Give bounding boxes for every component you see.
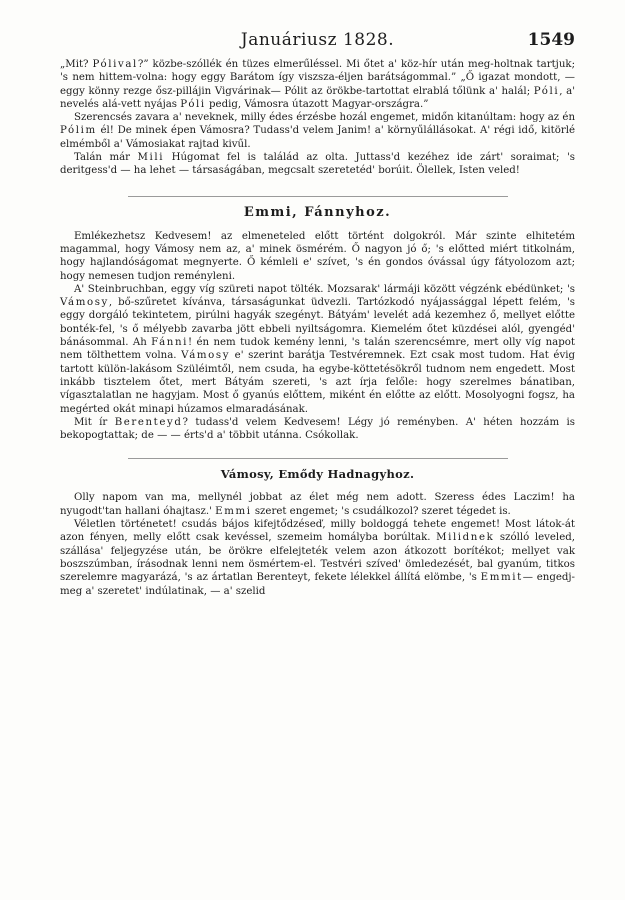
text-run: szólló leveled, szállása' feljegyzése után, be örökre elfelejteték velem azon átkozott borítékot; mellyet vak boszszúmban, írásodnak lenni nem ösmértem-el. Testvéri szíved' ömledezését, bal gyanúm, titkos szerelemre magyarázá, 's az ártatlan Berenteyt, fekete lélekkel állítá elömbe, 's	[60, 532, 575, 584]
letter-emmi	[60, 230, 575, 443]
spaced-name: Vámosy	[181, 350, 231, 362]
text-run: e' szerint barátja Testvéremnek. Ezt csak most tudom. Hat évig tartott külön-lakásom Szüléimtől, nem csuda, ha egybe-köttetésökről tudnom nem engedett. Most inkább tisztelem őtet, mert Bátyám szereti, 's azt írja felőle: hogy szerelmes bánatiban, vígasztalatlan ne hagyjam. Most ő gyanús előttem, miként én előtte az előtt. Mosolyogni fogsz, ha megérted okát minapi húzamos elmaradásának.	[60, 350, 575, 415]
spaced-name: Emmi	[215, 505, 252, 517]
text-run: ?” közbe-szóllék én tüzes elmerűléssel. Mi őtet a' köz-hír után meg-holtnak tartjuk; 's nem hittem-volna: hogy eggy Barátom így viszsza-éljen barátságommal.” „Ő igazat mondott, — eggy könny rezge ősz-pillájin Vigvárinak— Pólit az örökbe-tartottat elrablá tőlünk a' halál;	[60, 59, 575, 97]
text-run: , bő-szűretet kívánva, társaságunkat üdvezli. Tartózkodó nyájassággal lépett felém, 's eggy dorgáló tekintetem, pirúlni hagyák szegényt. Bátyám' levelét adá kezemhez ő, mellyet előtte bonték-fel, 's ő mélyebb zavarba jött ebbeli nyiltságomra. Kiemelém őtet küzdései alól, gyengéd' bánásommal. Ah	[60, 297, 575, 349]
text-run: szeret engemet; 's csudálkozol? szeret tégedet is.	[251, 505, 511, 517]
spaced-name: Póli	[180, 98, 206, 110]
text-run: Emlékezhetsz Kedvesem! az elmeneteled előtt történt dolgokról. Már szinte elhitetém magammal, hogy Vámosy nem az, a' minek ösmérém. Ő nagyon jó ő; 's előtted miért titkolnám, hogy hajlandóságomat megnyerte. Ő kémleli e' szívet, 's én gondos óvással úgy fátyolozom azt; hogy nemesen tudjon reményleni.	[60, 230, 575, 282]
text-run: — engedj-meg a' szeretet' indúlatinak, — a' szelid	[60, 572, 575, 597]
letter-continuation	[60, 58, 575, 178]
text-run: Véletlen történetet! csudás bájos kifejtődzéseď, milly boldoggá tehete engemet! Most látok-át azon fényen, melly előtt csak kevéssel, szemeim homályba borúltak.	[60, 519, 575, 544]
running-head	[60, 30, 575, 58]
paragraph	[60, 230, 575, 283]
text-run: Olly napom van ma, mellynél jobbat az élet még nem adott. Szeress édes Laczim! ha nyugodt'tan hallani óhajtasz.'	[60, 492, 575, 517]
spaced-name: Pólival	[92, 59, 138, 70]
text-run: Szerencsés zavara a' neveknek, milly édes érzésbe hozál engemet, midőn kitanúltam: hogy az én	[74, 112, 575, 124]
spaced-name: Pólim	[60, 125, 97, 137]
paragraph	[60, 416, 575, 443]
text-run: pedig, Vámosra útazott Magyar-országra.”	[205, 98, 429, 110]
section-title: Vámosy, Emődy Hadnagyhoz.	[220, 467, 415, 482]
paragraph	[60, 491, 575, 518]
spaced-name: Vámosy	[60, 297, 109, 309]
spaced-name: Milidnek	[436, 532, 495, 544]
spaced-name: Berenteyd	[114, 416, 183, 428]
paragraph	[60, 111, 575, 151]
text-run: Mit ír	[74, 416, 115, 428]
text-run: , a' nevelés alá-vett nyájas	[60, 85, 575, 110]
letter-vamosy	[60, 491, 575, 597]
text-run: „Mit?	[60, 59, 93, 70]
text-run: ! én nem tudok kemény lenni, 's talán szerencsémre, mert olly víg napot nem tölthettem volna.	[60, 337, 575, 362]
running-title: Januáriusz 1828.	[240, 30, 395, 50]
page-number: 1549	[527, 30, 575, 50]
spaced-name: Emmit	[480, 572, 523, 584]
text-run: él! De minek épen Vámosra? Tudass'd velem Janim! a' környűlállásokat. A' régi idő, kitörlé elmémből a' Vámosiakat rajtad kivűl.	[60, 125, 575, 150]
spaced-name: Fánni	[151, 337, 188, 349]
text-run: ? tudass'd velem Kedvesem! Légy jó reményben. A' héten hozzám is bekopogtattak; de — — érts'd a' többit utánna. Csókollak.	[60, 416, 575, 442]
paragraph	[60, 151, 575, 178]
spaced-name: Mili	[137, 152, 165, 164]
paragraph	[60, 283, 575, 416]
section-title: Emmi, Fánnyhoz.	[243, 204, 392, 220]
spaced-name: Póli	[533, 85, 560, 97]
text-run: Talán már	[74, 152, 138, 164]
paragraph	[60, 518, 575, 598]
paragraph	[60, 58, 575, 111]
text-run: A' Steinbruchban, eggy víg szüreti napot tölték. Mozsarak' lármáji között végzénk ebédünket; 's	[74, 283, 575, 295]
text-run: Húgomat fel is találád az olta. Juttass'd kezéhez ide zárt' soraimat; 's deritgess'd — ha lehet — társaságában, megcsalt szeretetéd' borúit. Ölellek, Isten veled!	[60, 152, 575, 177]
